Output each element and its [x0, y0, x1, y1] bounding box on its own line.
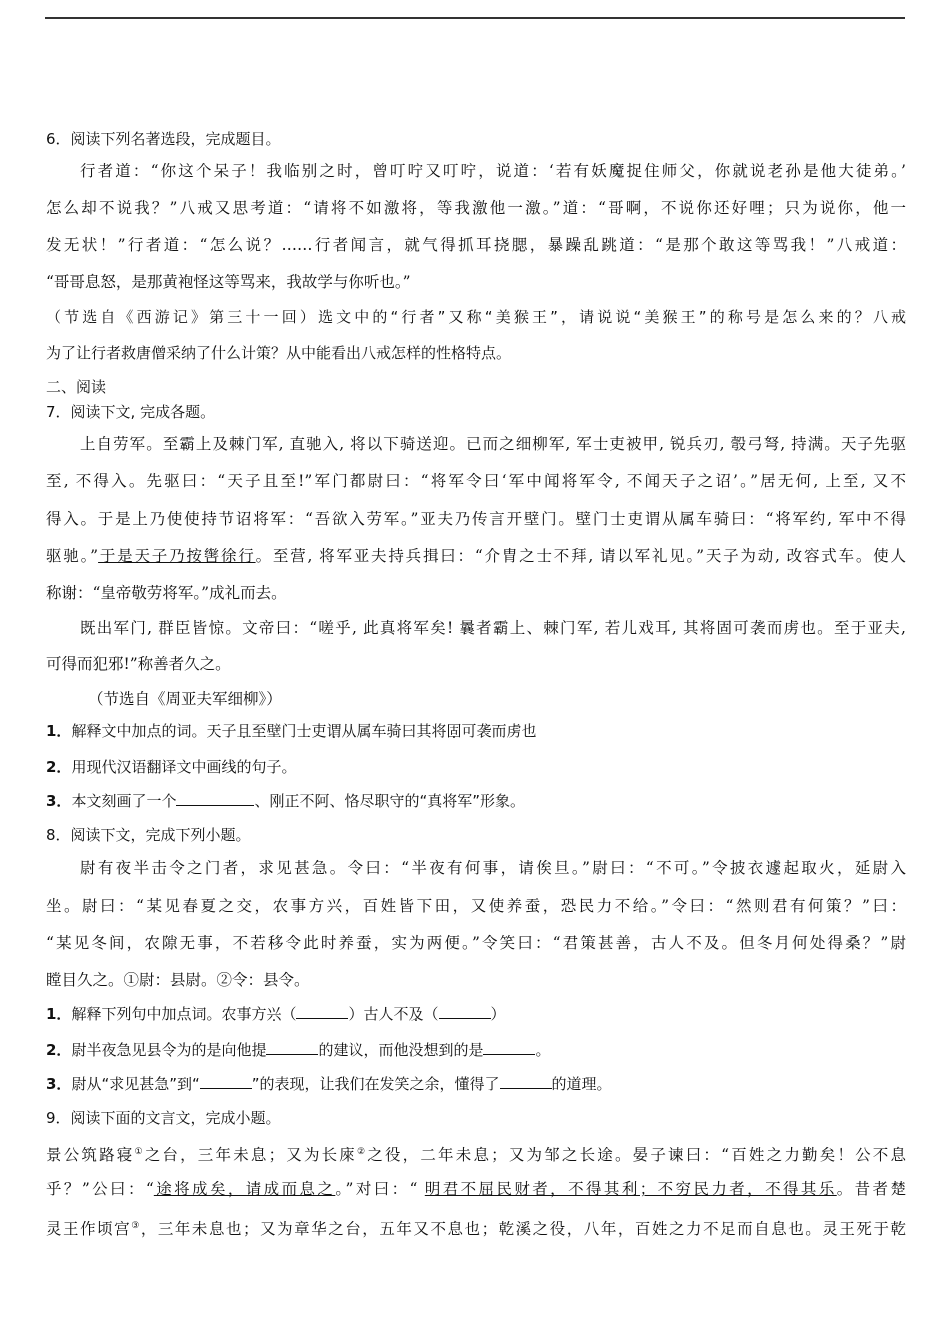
answer-blank[interactable]	[266, 1040, 318, 1055]
q7-subquestion-1: 1．解释文中加点的词。天子且至壁门士吏谓从属车骑曰其将固可袭而虏也	[46, 722, 537, 740]
q7-subquestion-3: 3．本文刻画了一个 、刚正不阿、恪尽职守的“真将军”形象。	[46, 792, 525, 810]
answer-blank[interactable]	[483, 1040, 535, 1055]
q9-passage-line: 景公筑路寝①之台，三年未息；又为长庲②之役，二年未息；又为邹之长途。晏子谏曰：“百姓之力勤矣！公不息	[46, 1146, 906, 1165]
dotted-word: 固	[446, 722, 462, 740]
q6-passage-line: 怎么却不说我？”八戒又思考道：“请将不如激将，等我激他一激。”道：“哥啊，不说你还好哩；只为说你，他一	[46, 199, 906, 217]
q8-subquestion-3: 3．尉从“求见甚急”到“ ”的表现，让我们在发笑之余，懂得了 的道理。	[46, 1075, 612, 1093]
q8-passage-line: 瞠目久之。①尉：县尉。②令：县令。	[46, 971, 310, 989]
q8-passage-line: “某见冬间，农隙无事，不若移令此时养蚕，实为两便。”令笑曰：“君策甚善，古人不及。但冬月何处得桑？”尉	[46, 934, 906, 952]
underlined-sentence: 途将成矣，请成而息之	[153, 1180, 336, 1198]
q7-passage-line: 得入。于是上乃使使持节诏将军：“吾欲入劳军。”亚夫乃传言开壁门。壁门士吏谓从属车骑曰：“将军约, 军中不得	[46, 510, 906, 528]
q6-question-line: 为了让行者救唐僧采纳了什么计策？从中能看出八戒怎样的性格特点。	[46, 344, 512, 362]
section-heading: 二、阅读	[46, 378, 107, 396]
underlined-sentence: 于是天子乃按辔徐行	[98, 547, 256, 565]
answer-blank[interactable]	[500, 1074, 552, 1089]
dotted-word: 谓	[326, 722, 342, 740]
q6-passage-line: 发无状！”行者道：“怎么说？……行者闻言，就气得抓耳挠腮，暴躁乱跳道：“是那个敢这等骂我！”八戒道：	[46, 236, 906, 254]
answer-blank[interactable]	[296, 1004, 348, 1019]
q7-source: （节选自《周亚夫军细柳》）	[88, 690, 282, 708]
q7-passage-line: 至, 不得入。先驱曰：“天子且至!”军门都尉曰：“将军令曰‘军中闻将军令, 不闻天子之诏’。”居无何, 上至, 又不	[46, 472, 906, 490]
q7-passage-line: 称谢：“皇帝敬劳将军。”成礼而去。	[46, 584, 287, 602]
q7-passage-line: 驱驰。”于是天子乃按辔徐行。至营, 将军亚夫持兵揖曰：“介胄之士不拜, 请以军礼见。”天子为动, 改容式车。使人	[46, 547, 906, 565]
q9-heading: 9．阅读下面的文言文，完成小题。	[46, 1109, 281, 1127]
q6-heading: 6．阅读下列名著选段，完成题目。	[46, 130, 281, 148]
q6-passage-line: “哥哥息怒，是那黄袍怪这等骂来，我故学与你听也。”	[46, 273, 411, 291]
answer-blank[interactable]	[176, 791, 254, 806]
q6-passage-line: 行者道：“你这个呆子！我临别之时，曾叮咛又叮咛，说道：‘若有妖魔捉住师父，你就说老孙是他大徒弟。’	[80, 162, 906, 180]
dotted-word: 兴	[266, 1005, 282, 1023]
q7-heading: 7．阅读下文, 完成各题。	[46, 403, 216, 421]
q8-passage-line: 尉有夜半击令之门者，求见甚急。令曰：“半夜有何事，请俟旦。”尉曰：“不可。”令披衣遽起取火，延尉入	[80, 859, 906, 877]
q9-passage-line: 灵王作顷宫③，三年未息也；又为章华之台，五年又不息也；乾溪之役，八年，百姓之力不足而自息也。灵王死于乾	[46, 1220, 906, 1239]
q8-subquestion-1: 1．解释下列句中加点词。农事方兴（ ）古人不及（ ）	[46, 1005, 506, 1023]
q7-passage-line: 既出军门, 群臣皆惊。文帝曰：“嗟乎, 此真将军矣! 曩者霸上、棘门军, 若儿戏耳, 其将固可袭而虏也。至于亚夫,	[80, 619, 906, 637]
q6-question-line: （节选自《西游记》第三十一回）选文中的“行者”又称“美猴王”，请说说“美猴王”的称号是怎么来的？八戒	[46, 308, 906, 326]
q7-passage-line: 上自劳军。至霸上及棘门军, 直驰入, 将以下骑送迎。已而之细柳军, 军士吏被甲, 锐兵刃, 彀弓弩, 持满。天子先驱	[80, 435, 906, 453]
dotted-word: 且	[236, 722, 252, 740]
q7-passage-line: 可得而犯邪!”称善者久之。	[46, 655, 231, 673]
q7-subquestion-2: 2．用现代汉语翻译文中画线的句子。	[46, 758, 297, 776]
q8-subquestion-2: 2．尉半夜急见县令为的是向他提 的建议，而他没想到的是 。	[46, 1041, 551, 1059]
answer-blank[interactable]	[439, 1004, 491, 1019]
underlined-sentence: 明君不屈民财者，不得其利；不穷民力者，不得其乐	[424, 1180, 837, 1198]
page-top-rule	[45, 17, 905, 19]
dotted-word: 及	[408, 1005, 424, 1023]
q8-passage-line: 坐。尉曰：“某见春夏之交，农事方兴，百姓皆下田，又使养蚕，恐民力不给。”令曰：“然则君有何策？”曰：	[46, 897, 906, 915]
answer-blank[interactable]	[200, 1074, 252, 1089]
q8-heading: 8．阅读下文，完成下列小题。	[46, 826, 251, 844]
q9-passage-line: 乎？”公曰：“途将成矣，请成而息之。”对曰：“ 明君不屈民财者，不得其利；不穷民力者，不得其乐。昔者楚	[46, 1180, 906, 1198]
